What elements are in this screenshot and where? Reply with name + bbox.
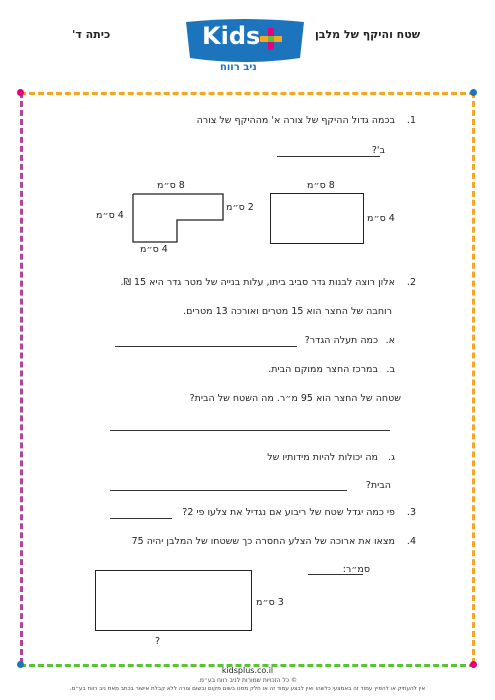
logo-subtitle: ניב רווח (220, 62, 257, 73)
l-shape-bottom-label: 4 ס״מ (140, 244, 168, 255)
footer-site[interactable]: kidsplus.co.il (221, 666, 274, 675)
rectangle-figure (270, 193, 364, 244)
q2-number: 2. (406, 277, 416, 288)
frame-left-border (20, 92, 23, 664)
q4-text-cont: סמ״ר: (342, 564, 370, 575)
q2a-text: כמה תעלה הגדר? (304, 335, 378, 346)
q1-answer-line[interactable] (277, 156, 380, 157)
l-shape-left-label: 4 ס״מ (96, 210, 124, 221)
q2b-answer-line[interactable] (110, 430, 390, 431)
q4-rectangle-figure (95, 570, 252, 631)
q4-side-label: 3 ס״מ (256, 597, 284, 608)
q2-intro-cont: רוחבה של החצר הוא 15 מטרים ואורכה 13 מטרים. (183, 306, 392, 317)
l-shape-figure (132, 193, 224, 243)
q2b-text-cont: שטחה של החצר הוא 95 מ״ר. מה השטח של הבית? (189, 393, 401, 404)
q2c-answer-line[interactable] (110, 490, 347, 491)
q2b-text: במרכז החצר ממוקם הבית. (268, 364, 378, 375)
q4-answer-line[interactable] (308, 574, 363, 575)
q2b-label: ב. (386, 364, 395, 375)
q2-intro: אלון רוצה לבנות גדר סביב ביתו, עלות בנייה של מטר גדר היא 15 ₪. (120, 277, 395, 288)
rectangle-top-label: 8 ס״מ (307, 180, 335, 191)
q1-text: בכמה גדול ההיקף של צורה א' מההיקף של צורה (196, 115, 395, 126)
q2a-label: א. (385, 335, 395, 346)
q2c-text-cont: הבית? (365, 480, 391, 491)
l-shape-right-label: 2 ס״מ (226, 202, 254, 213)
frame-top-border (20, 92, 475, 95)
frame-right-border (472, 92, 475, 664)
logo-text: Kids (202, 22, 261, 50)
l-shape-top-label: 8 ס״מ (157, 180, 185, 191)
q4-text: מצאו את ארוכה של הצלע החסרה כך ששטחו של המלבן יהיה 75 (131, 536, 395, 547)
footer-copyright: © כל הזכויות שמורות לניב רווח בע״מ. (198, 677, 297, 684)
kids-plus-logo (180, 16, 310, 78)
frame-corner-dot (17, 89, 24, 96)
footer-legal: אין להעתיק או להפיץ עמוד זה באמצעי כלשהו ואין לבצע עמוד זה או חלק ממנו בשום מקום ובשום צורה ללא קבלת אישור בכתב מאת ניב רווח בע״מ. (69, 686, 426, 692)
rectangle-side-label: 4 ס״מ (367, 213, 395, 224)
q1-text-cont: ב'? (371, 145, 385, 156)
frame-corner-dot (470, 89, 477, 96)
q3-number: 3. (406, 507, 416, 518)
q2c-label: ג. (388, 452, 395, 463)
q3-answer-line[interactable] (110, 518, 172, 519)
q2c-text: מה יכולות להיות מידותיו של (267, 452, 378, 463)
worksheet-title: שטח והיקף של מלבן (315, 28, 421, 41)
q1-number: 1. (406, 115, 416, 126)
q3-text: פי כמה יגדל שטח של ריבוע אם נגדיל את צלעו פי 2? (182, 507, 395, 518)
q2a-answer-line[interactable] (115, 346, 297, 347)
q4-number: 4. (406, 536, 416, 547)
q4-unknown-label: ? (155, 636, 161, 647)
grade-label: כיתה ד' (72, 28, 111, 41)
